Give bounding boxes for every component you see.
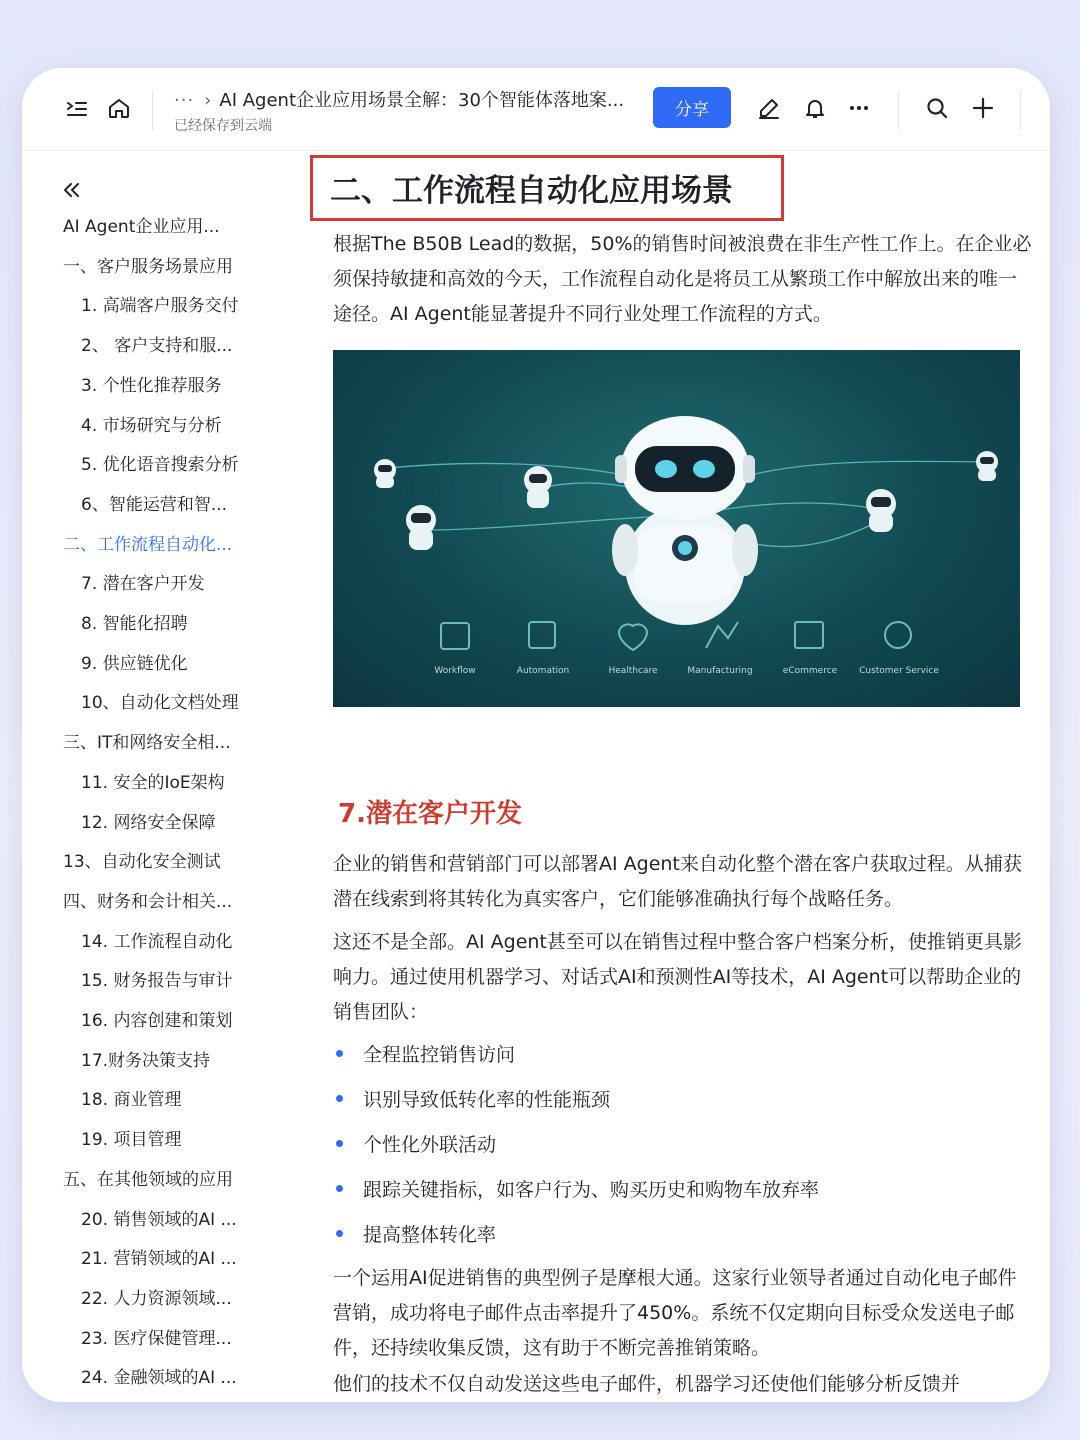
category-labels: [434, 666, 939, 676]
list-item-text: 提高整体转化率: [363, 1224, 497, 1246]
robot-network-graphic: [333, 350, 1020, 707]
list-item-text: 跟踪关键指标，如客户行为、购买历史和购物车放弃率: [363, 1179, 820, 1201]
bullet-dot-icon: [336, 1095, 343, 1102]
document-window: [22, 68, 1050, 1402]
bullet-dot-icon: [336, 1140, 343, 1147]
bullet-dot-icon: [336, 1050, 343, 1057]
outline-item[interactable]: 14. 工作流程自动化: [81, 932, 233, 952]
outline-item[interactable]: 18. 商业管理: [81, 1090, 182, 1110]
list-item-text: 个性化外联活动: [363, 1134, 497, 1156]
category-label: Workflow: [434, 666, 476, 676]
outline-item[interactable]: 24. 金融领域的AI ...: [81, 1368, 237, 1388]
document-content: [306, 151, 1050, 1402]
home-icon[interactable]: [106, 95, 132, 121]
outline-sidebar: [22, 151, 304, 1402]
subsection-heading: 7.潜在客户开发: [338, 799, 522, 829]
paragraph-example: 一个运用AI促进销售的典型例子是摩根大通。这家行业领导者通过自动化电子邮件营销，成功将电子邮件点击率提升了450%。系统不仅定期向目标受众发送电子邮件，还持续收集反馈，这有助于不断完善推销策略。: [333, 1267, 1017, 1359]
outline-item[interactable]: 4. 市场研究与分析: [81, 416, 222, 436]
category-label: Healthcare: [608, 666, 658, 676]
share-button[interactable]: 分享: [653, 87, 731, 128]
search-icon[interactable]: [924, 95, 950, 121]
paragraph-more: 这还不是全部。AI Agent甚至可以在销售过程中整合客户档案分析，使推销更具影响力。通过使用机器学习、对话式AI和预测性AI等技术，AI Agent可以帮助企业的销售团队：: [333, 931, 1022, 1023]
paragraph-lead-gen: 企业的销售和营销部门可以部署AI Agent来自动化整个潜在客户获取过程。从捕获潜在线索到将其转化为真实客户，它们能够准确执行每个战略任务。: [333, 853, 1022, 910]
bullet-dot-icon: [336, 1230, 343, 1237]
outline-item[interactable]: 20. 销售领域的AI ...: [81, 1210, 237, 1230]
chevron-right-icon: ›: [204, 90, 212, 111]
paragraph-cutoff: 他们的技术不仅自动发送这些电子邮件，机器学习还使他们能够分析反馈并: [333, 1373, 961, 1395]
category-label: Customer Service: [859, 666, 939, 676]
outline-item[interactable]: 15. 财务报告与审计: [81, 971, 233, 991]
add-icon[interactable]: [970, 95, 996, 121]
category-label: eCommerce: [782, 666, 838, 676]
list-item: [336, 1042, 515, 1068]
collapse-sidebar-icon[interactable]: [58, 177, 84, 203]
list-item-text: 全程监控销售访问: [363, 1044, 516, 1066]
breadcrumb[interactable]: [174, 86, 634, 110]
list-item: [336, 1132, 496, 1158]
outline-item[interactable]: 9. 供应链优化: [81, 654, 188, 674]
outline-item[interactable]: 16. 内容创建和策划: [81, 1011, 233, 1031]
edit-pen-icon[interactable]: [756, 95, 782, 121]
outline-item[interactable]: 12. 网络安全保障: [81, 813, 216, 833]
section-heading: 二、工作流程自动化应用场景: [330, 173, 733, 209]
outline-item[interactable]: 四、财务和会计相关...: [63, 892, 233, 912]
category-label: Automation: [516, 666, 570, 676]
list-item-text: 识别导致低转化率的性能瓶颈: [363, 1089, 611, 1111]
outline-item[interactable]: 5. 优化语音搜索分析: [81, 455, 239, 475]
outline-item[interactable]: 8. 智能化招聘: [81, 614, 188, 634]
outline-item[interactable]: 10、自动化文档处理: [81, 693, 239, 713]
outline-item[interactable]: 五、在其他领域的应用: [63, 1170, 233, 1190]
toolbar-divider: [152, 90, 153, 130]
outline-item[interactable]: 3. 个性化推荐服务: [81, 376, 222, 396]
outline-item[interactable]: 13、自动化安全测试: [63, 852, 221, 872]
outline-item[interactable]: 21. 营销领域的AI ...: [81, 1249, 237, 1269]
outline-toggle-icon[interactable]: [64, 96, 90, 122]
outline-item[interactable]: 二、工作流程自动化...: [63, 535, 233, 555]
toolbar-divider: [1020, 90, 1021, 130]
outline-item[interactable]: 三、IT和网络安全相...: [63, 733, 231, 753]
outline-item[interactable]: 19. 项目管理: [81, 1130, 182, 1150]
more-horizontal-icon[interactable]: [846, 95, 872, 121]
outline-item[interactable]: 6、智能运营和智...: [81, 495, 228, 515]
list-item: [336, 1222, 496, 1248]
outline-item[interactable]: 17.财务决策支持: [81, 1051, 211, 1071]
bullet-dot-icon: [336, 1185, 343, 1192]
breadcrumb-more[interactable]: ···: [174, 90, 195, 111]
top-toolbar: [22, 68, 1050, 151]
intro-paragraph: 根据The B50B Lead的数据，50%的销售时间被浪费在非生产性工作上。在企业必须保持敏捷和高效的今天，工作流程自动化是将员工从繁琐工作中解放出来的唯一途径。AI Agent能显著提升不同行业处理工作流程的方式。: [333, 233, 1032, 325]
outline-item[interactable]: 7. 潜在客户开发: [81, 574, 205, 594]
toolbar-divider: [898, 90, 899, 130]
bell-icon[interactable]: [802, 95, 828, 121]
outline-item[interactable]: 22. 人力资源领域...: [81, 1289, 232, 1309]
outline-item[interactable]: 一、客户服务场景应用: [63, 257, 233, 277]
list-item: [336, 1087, 610, 1113]
save-status: 已经保存到云端: [174, 118, 272, 134]
outline-item[interactable]: 1. 高端客户服务交付: [81, 296, 239, 316]
main-robot: [612, 416, 758, 625]
ai-agent-illustration: [333, 350, 1020, 707]
outline-item[interactable]: 23. 医疗保健管理...: [81, 1329, 232, 1349]
outline-item[interactable]: AI Agent企业应用...: [63, 217, 220, 237]
category-label: Manufacturing: [687, 666, 753, 676]
list-item: [336, 1177, 819, 1203]
document-title[interactable]: AI Agent企业应用场景全解：30个智能体落地案...: [219, 90, 625, 111]
outline-item[interactable]: 11. 安全的IoE架构: [81, 773, 225, 793]
outline-item[interactable]: 2、 客户支持和服...: [81, 336, 233, 356]
